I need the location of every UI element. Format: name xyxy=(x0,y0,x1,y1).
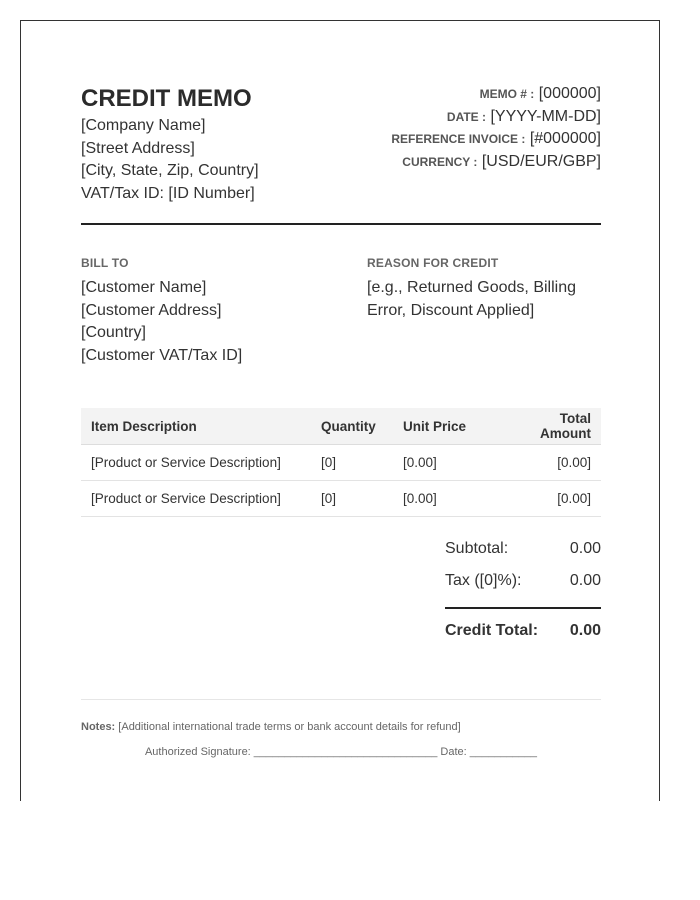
header-item-description: Item Description xyxy=(81,408,311,445)
currency-value: [USD/EUR/GBP] xyxy=(481,152,601,170)
items-table xyxy=(81,408,601,517)
subtotal-label: Subtotal: xyxy=(445,540,509,557)
company-street: [Street Address] xyxy=(81,139,195,157)
header-unit-price: Unit Price xyxy=(393,408,498,445)
document-title: CREDIT MEMO xyxy=(81,85,252,112)
customer-name: [Customer Name] xyxy=(81,279,207,296)
company-block xyxy=(81,83,259,205)
row-quantity: [0] xyxy=(311,445,393,481)
memo-number-value: [000000] xyxy=(538,85,601,102)
bill-to-block xyxy=(81,255,367,367)
row-unit-price: [0.00] xyxy=(393,445,498,481)
reference-invoice-row xyxy=(391,128,601,151)
reference-invoice-value: [#000000] xyxy=(529,130,601,147)
company-city: [City, State, Zip, Country] xyxy=(81,162,259,179)
customer-address: [Customer Address] xyxy=(81,301,222,319)
date-value: [YYYY-MM-DD] xyxy=(490,107,601,125)
notes-text: [Additional international trade terms or bank account details for refund] xyxy=(118,721,461,733)
subtotal-row xyxy=(445,539,601,559)
document-content xyxy=(81,83,601,759)
reason-label: REASON FOR CREDIT xyxy=(367,256,499,270)
table-row xyxy=(81,445,601,481)
reference-invoice-label: REFERENCE INVOICE : xyxy=(391,132,526,146)
company-vat: VAT/Tax ID: [ID Number] xyxy=(81,184,255,202)
parties-section xyxy=(81,255,601,367)
reason-block xyxy=(367,255,601,367)
memo-number-label: MEMO # : xyxy=(479,87,535,101)
company-address xyxy=(81,115,259,205)
memo-meta xyxy=(391,83,601,173)
date-label: DATE : xyxy=(446,109,487,124)
currency-label: CURRENCY : xyxy=(402,154,478,169)
row-total-amount: [0.00] xyxy=(498,481,601,517)
header-quantity: Quantity xyxy=(311,408,393,445)
customer-country: [Country] xyxy=(81,324,146,341)
credit-total-value: 0.00 xyxy=(569,622,601,639)
credit-total-row xyxy=(445,607,601,641)
customer-vat: [Customer VAT/Tax ID] xyxy=(81,346,243,364)
row-description: [Product or Service Description] xyxy=(81,481,311,517)
tax-row xyxy=(445,571,601,591)
company-name: [Company Name] xyxy=(81,117,206,134)
tax-label: Tax ([0]%): xyxy=(445,572,522,589)
notes-label: Notes: xyxy=(81,721,116,733)
table-row xyxy=(81,481,601,517)
row-total-amount: [0.00] xyxy=(498,445,601,481)
bill-to-label: BILL TO xyxy=(81,256,129,270)
credit-total-label: Credit Total: xyxy=(445,622,539,639)
row-unit-price: [0.00] xyxy=(393,481,498,517)
credit-memo-page xyxy=(20,20,660,801)
memo-footer xyxy=(81,699,601,759)
subtotal-value: 0.00 xyxy=(569,540,601,557)
signature-line: Authorized Signature: ______________________________ Date: ___________ xyxy=(144,746,538,758)
tax-value: 0.00 xyxy=(569,572,601,589)
notes xyxy=(81,720,601,734)
reason-text: [e.g., Returned Goods, Billing Error, Discount Applied] xyxy=(367,279,577,319)
header-total-amount: Total Amount xyxy=(498,408,601,445)
memo-header xyxy=(81,83,601,225)
totals-block xyxy=(445,539,601,641)
memo-number-row xyxy=(391,83,601,106)
table-header-row xyxy=(81,408,601,445)
date-row xyxy=(391,106,601,129)
row-description: [Product or Service Description] xyxy=(81,445,311,481)
currency-row xyxy=(391,151,601,174)
row-quantity: [0] xyxy=(311,481,393,517)
